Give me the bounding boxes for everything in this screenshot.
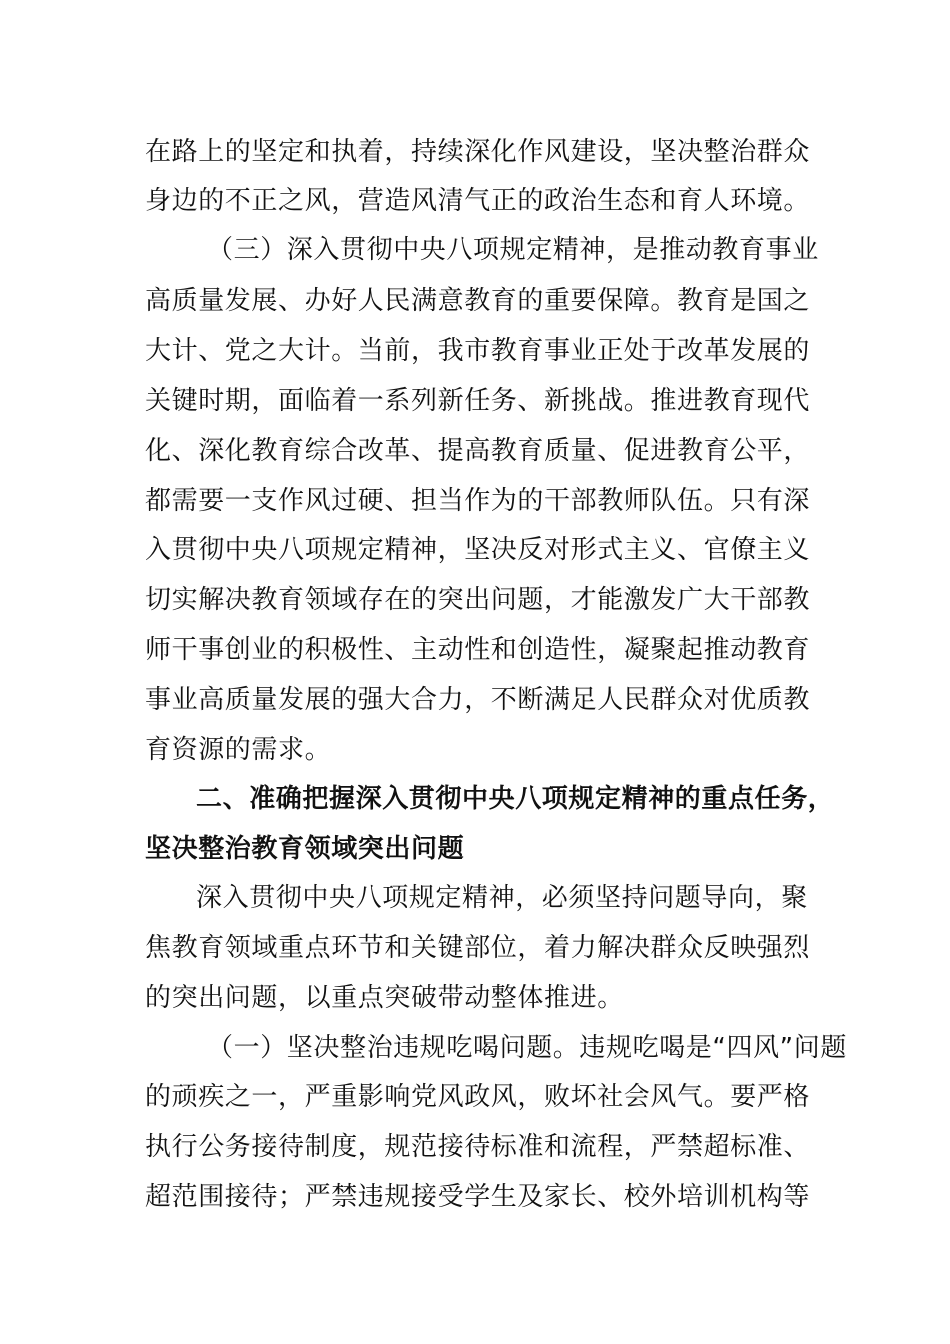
body-text-line: 焦教育领域重点环节和关键部位，着力解决群众反映强烈: [145, 933, 811, 963]
body-text-line: 在路上的坚定和执着，持续深化作风建设，坚决整治群众: [145, 137, 811, 167]
body-text-line: 的顽疾之一，严重影响党风政风，败坏社会风气。要严格: [145, 1082, 811, 1112]
body-text-line: 深入贯彻中央八项规定精神，必须坚持问题导向，聚: [196, 883, 808, 913]
section-heading-line: 坚决整治教育领域突出问题: [145, 834, 465, 864]
body-text-line: 高质量发展、办好人民满意教育的重要保障。教育是国之: [145, 286, 811, 316]
body-text-line: 事业高质量发展的强大合力，不断满足人民群众对优质教: [145, 685, 811, 715]
body-text-line: 入贯彻中央八项规定精神，坚决反对形式主义、官僚主义: [145, 535, 811, 565]
section-heading-line: 二、准确把握深入贯彻中央八项规定精神的重点任务，: [196, 784, 835, 814]
body-text-line: 的突出问题，以重点突破带动整体推进。: [145, 983, 624, 1013]
paragraph-heading-line: （一）坚决整治违规吃喝问题。违规吃喝是“四风”问题: [207, 1033, 847, 1063]
body-text-line: 育资源的需求。: [145, 735, 332, 765]
body-text-line: 执行公务接待制度，规范接待标准和流程，严禁超标准、: [145, 1132, 811, 1162]
body-text-line: 化、深化教育综合改革、提高教育质量、促进教育公平，: [145, 436, 811, 466]
paragraph-heading-line: （三）深入贯彻中央八项规定精神，是推动教育事业: [207, 235, 819, 265]
body-text-line: 切实解决教育领域存在的突出问题，才能激发广大干部教: [145, 585, 811, 615]
body-text-line: 师干事创业的积极性、主动性和创造性，凝聚起推动教育: [145, 635, 811, 665]
body-text-line: 身边的不正之风，营造风清气正的政治生态和育人环境。: [145, 186, 811, 216]
body-text-line: 大计、党之大计。当前，我市教育事业正处于改革发展的: [145, 336, 811, 366]
body-text-line: 都需要一支作风过硬、担当作为的干部教师队伍。只有深: [145, 486, 811, 516]
body-text-line: 超范围接待；严禁违规接受学生及家长、校外培训机构等: [145, 1182, 811, 1212]
body-text-line: 关键时期，面临着一系列新任务、新挑战。推进教育现代: [145, 386, 811, 416]
